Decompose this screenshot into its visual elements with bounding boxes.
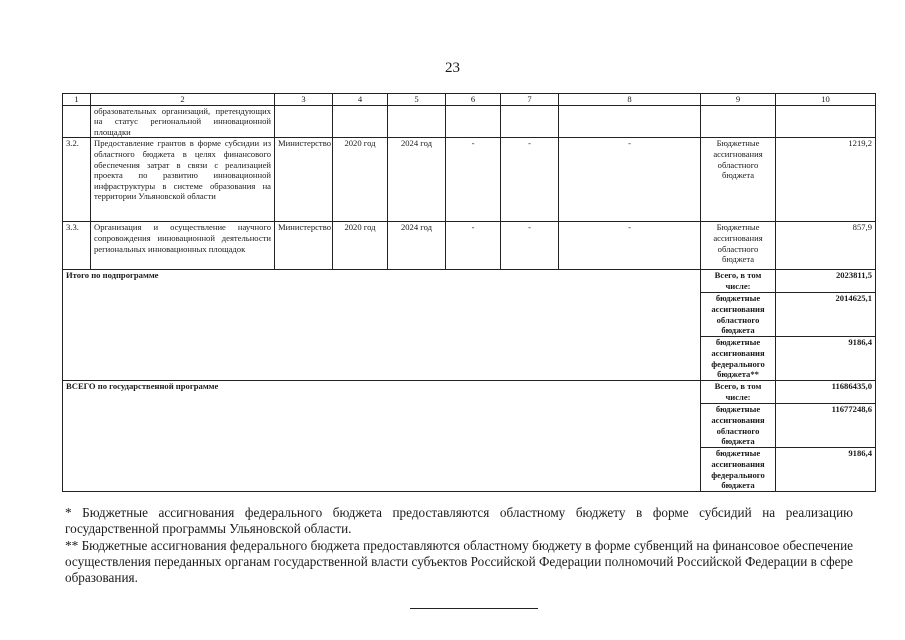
cell-amount: 1219,2 <box>776 138 876 222</box>
cell-empty <box>501 105 559 138</box>
cell-activity: Предоставление грантов в форме субсидии из областного бюджета в целях финансового обеспечения затрат в связи с реализацией проекта по развитию инновационной инфраструктуры в системе образования на территории Ульяновской области <box>91 138 275 222</box>
column-header: 4 <box>333 94 388 106</box>
column-header: 6 <box>446 94 501 106</box>
grand-total-regional-value: 11677248,6 <box>776 404 876 448</box>
page-number: 23 <box>445 60 460 76</box>
cell-activity-continuation: образовательных организаций, претендующих на статус региональной инновационной площадки <box>91 105 275 138</box>
cell-funding-source: Бюджетные ассигнования областного бюджета <box>701 138 776 222</box>
column-header: 10 <box>776 94 876 106</box>
footnote-2: ** Бюджетные ассигнования федерального бюджета предоставляются областному бюджету в форме субвенций на финансовое обеспечение осуществления переданных органам государственной власти субъектов Российской Федерации полномочий Российской Федерации в сфере образования. <box>65 538 853 585</box>
cell-amount: 857,9 <box>776 222 876 270</box>
subtotal-regional-value: 2014625,1 <box>776 293 876 337</box>
footer-separator <box>410 608 538 609</box>
cell-empty <box>701 105 776 138</box>
program-table <box>62 93 876 492</box>
cell-end-year: 2024 год <box>388 138 446 222</box>
grand-total-label: ВСЕГО по государственной программе <box>63 381 701 492</box>
grand-total-regional-label: бюджетные ассигнования областного бюджета <box>701 404 776 448</box>
cell-col7: - <box>501 138 559 222</box>
column-header: 5 <box>388 94 446 106</box>
cell-start-year: 2020 год <box>333 138 388 222</box>
cell-number: 3.3. <box>63 222 91 270</box>
column-header: 9 <box>701 94 776 106</box>
footnote-1: * Бюджетные ассигнования федерального бюджета предоставляются областному бюджету в форме субсидий на реализацию государственной программы Ульяновской области. <box>65 505 853 536</box>
cell-activity: Организация и осуществление научного сопровождения инновационной деятельности региональных инновационных площадок <box>91 222 275 270</box>
cell-executor: Министерство <box>275 222 333 270</box>
footnotes <box>65 505 853 587</box>
subtotal-total-value: 2023811,5 <box>776 270 876 293</box>
table-header-row <box>63 94 876 106</box>
cell-col6: - <box>446 222 501 270</box>
column-header: 7 <box>501 94 559 106</box>
grand-total-row-total <box>63 381 876 404</box>
table-row <box>63 138 876 222</box>
grand-total-federal-label: бюджетные ассигнования федерального бюджета <box>701 448 776 492</box>
cell-empty <box>559 105 701 138</box>
cell-col6: - <box>446 138 501 222</box>
cell-end-year: 2024 год <box>388 222 446 270</box>
subtotal-total-label: Всего, в том числе: <box>701 270 776 293</box>
table-row-continuation <box>63 105 876 138</box>
cell-col8: - <box>559 222 701 270</box>
subtotal-row-total <box>63 270 876 293</box>
cell-empty <box>776 105 876 138</box>
table-row <box>63 222 876 270</box>
subtotal-federal-label: бюджетные ассигнования федерального бюджета** <box>701 337 776 381</box>
subtotal-label: Итого по подпрограмме <box>63 270 701 381</box>
grand-total-federal-value: 9186,4 <box>776 448 876 492</box>
subtotal-regional-label: бюджетные ассигнования областного бюджета <box>701 293 776 337</box>
column-header: 1 <box>63 94 91 106</box>
cell-start-year: 2020 год <box>333 222 388 270</box>
cell-empty <box>333 105 388 138</box>
grand-total-total-label: Всего, в том числе: <box>701 381 776 404</box>
cell-col7: - <box>501 222 559 270</box>
cell-executor: Министерство <box>275 138 333 222</box>
cell-empty <box>63 105 91 138</box>
column-header: 8 <box>559 94 701 106</box>
column-header: 3 <box>275 94 333 106</box>
grand-total-total-value: 11686435,0 <box>776 381 876 404</box>
cell-funding-source: Бюджетные ассигнования областного бюджета <box>701 222 776 270</box>
cell-number: 3.2. <box>63 138 91 222</box>
column-header: 2 <box>91 94 275 106</box>
cell-empty <box>275 105 333 138</box>
cell-col8: - <box>559 138 701 222</box>
cell-empty <box>446 105 501 138</box>
subtotal-federal-value: 9186,4 <box>776 337 876 381</box>
cell-empty <box>388 105 446 138</box>
